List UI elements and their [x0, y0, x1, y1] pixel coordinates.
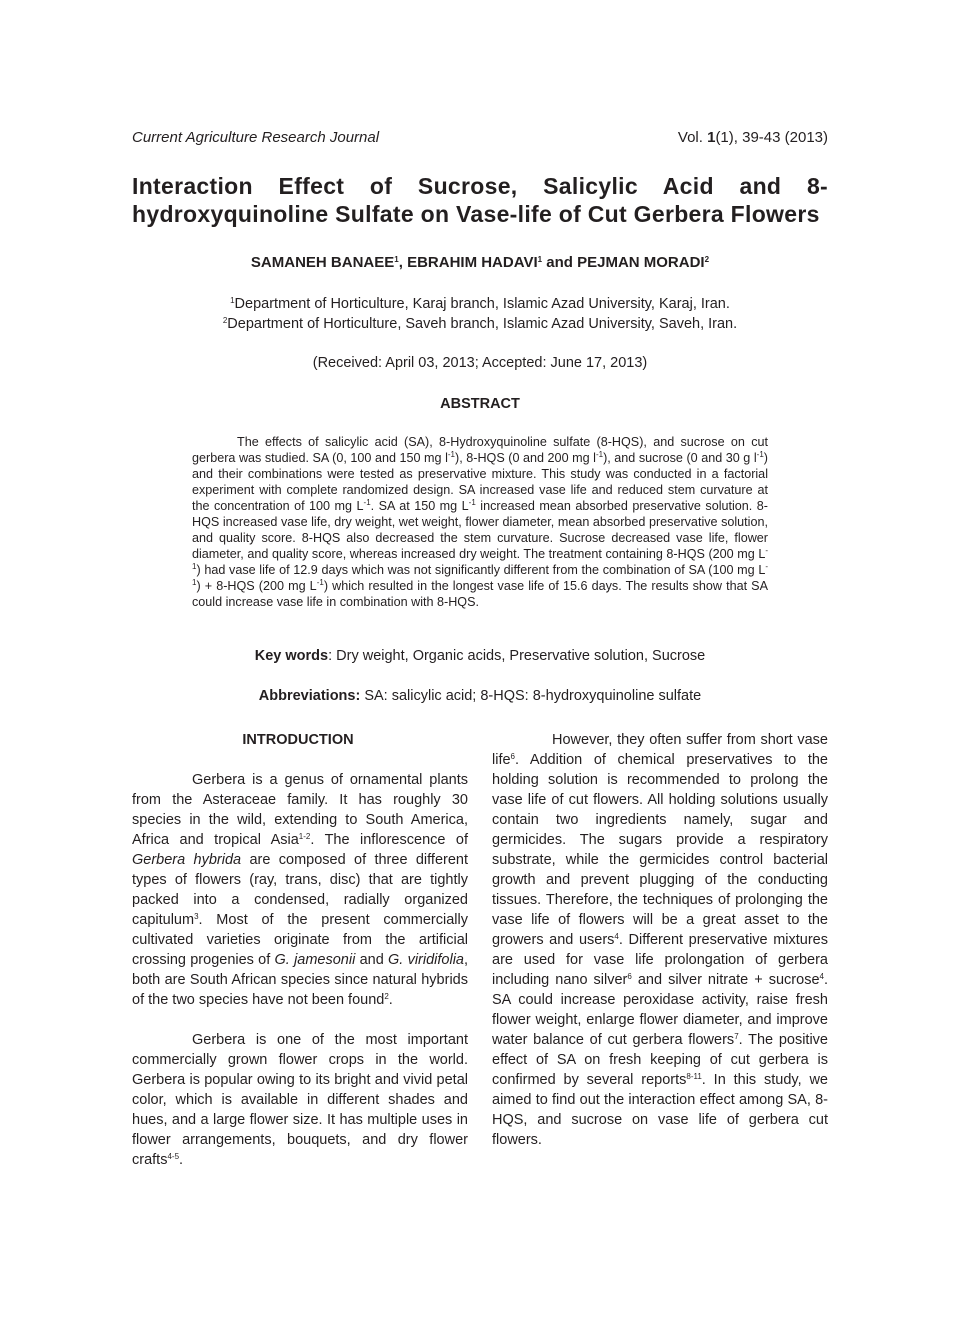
volume-number: 1	[707, 129, 716, 146]
affiliation-text: Department of Horticulture, Saveh branch, Islamic Azad University, Saveh, Iran.	[227, 316, 738, 332]
received-dates: (Received: April 03, 2013; Accepted: June 17, 2013)	[312, 355, 648, 371]
introduction-heading: INTRODUCTION	[242, 732, 354, 748]
volume-suffix: (1), 39-43 (2013)	[715, 129, 828, 146]
journal-name: Current Agriculture Research Journal	[132, 129, 380, 146]
author-list	[0, 254, 960, 271]
intro-paragraph-3: However, they often suffer from short vase life$^6$. Addition of chemical preservatives to the holding solution is recommended to prolong the vase life of cut flowers. All holding solutions usually contain two ingredients namely, sugar and germicides. The sugars provide a respiratory substrate, while the germicides control bacterial growth and prevent plugging of the conducting tissues. Therefore, the techniques of prolonging the vase life of flowers will be a great asset to the growers and users$^4$. Different preservative mixtures are used for vase life prolongation of gerbera including nano silver$^6$ and silver nitrate + sucrose$^4$. SA could increase peroxidase activity, raise fresh flower weight, enlarge flower diameter, and improve water balance of cut gerbera flowers$^7$. The positive effect of SA on fresh keeping of cut gerbera is confirmed by several reports$^{8-11}$. In this study, we aimed to find out the interaction effect among SA, 8-HQS, and sucrose on vase life of gerbera cut flowers.	[492, 732, 828, 1148]
affiliation-text: Department of Horticulture, Karaj branch, Islamic Azad University, Karaj, Iran.	[234, 296, 730, 312]
author-affiliation-mark: 1	[394, 255, 399, 264]
author-name: EBRAHIM HADAVI	[407, 254, 538, 271]
left-column	[132, 730, 468, 1190]
keywords-label: Key words	[254, 648, 329, 664]
author-affiliation-mark: 2	[704, 255, 710, 264]
abstract-heading: ABSTRACT	[440, 396, 520, 412]
article-title: Interaction Effect of Sucrose, Salicylic Acid and 8-hydroxyquinoline Sulfate on Vase-life of Cut Gerbera Flowers	[132, 173, 828, 227]
affiliation-2	[0, 316, 960, 332]
intro-paragraph-2: Gerbera is one of the most important commercially grown flower crops in the world. Gerbera is popular owing to its bright and vivid petal color, which is available in different shades and hues, and a large flower size. It has multiple uses in flower arrangements, bouquets, and dry flower crafts$^{4-5}$.	[132, 1032, 468, 1168]
affiliation-mark: 2	[222, 316, 228, 325]
author-affiliation-mark: 1	[537, 255, 543, 264]
intro-paragraph-1: Gerbera is a genus of ornamental plants from the Asteraceae family. It has roughly 30 species in the wild, extending to South America, Africa and tropical Asia$^{1-2}$. The inflorescence of Gerbera hybrida are composed of three different types of flowers (ray, trans, disc) that are tightly packed into a condensed, radially organized capitulum$^3$. Most of the present commercially cultivated varieties originate from the artificial crossing progenies of G. jamesonii and G. viridifolia, both are South African species since natural hybrids of the two species have not been found$^2$.	[132, 772, 469, 1008]
volume-prefix: Vol.	[677, 129, 708, 146]
affiliation-1	[0, 296, 960, 312]
keywords	[0, 648, 960, 664]
author-separator: ,	[398, 254, 408, 271]
right-column	[492, 730, 828, 1170]
abbreviations-label: Abbreviations:	[258, 688, 361, 704]
abbreviations-text: SA: salicylic acid; 8-HQS: 8-hydroxyquinoline sulfate	[360, 688, 702, 704]
author-name: SAMANEH BANAEE	[250, 254, 395, 271]
volume-info	[678, 129, 828, 146]
affiliation-mark: 1	[230, 296, 235, 305]
author-separator: and	[542, 254, 578, 271]
keywords-text: : Dry weight, Organic acids, Preservative solution, Sucrose	[328, 648, 706, 664]
author-name: PEJMAN MORADI	[577, 254, 705, 271]
abstract-text: The effects of salicylic acid (SA), 8-Hydroxyquinoline sulfate (8-HQS), and sucrose on cut gerbera was studied. SA (0, 100 and 150 mg $l^{-1}$), 8-HQS (0 and 200 mg $l^{-1}$), and sucrose (0 and 30 g $l^{-1}$) and their combinations were tested as preservative mixture. This study was conducted in a factorial experiment with complete randomized design. SA increased vase life and reduced stem curvature at the concentration of 100 mg $L^{-1}$. SA at 150 mg $L^{-1}$ increased mean absorbed preservative solution. 8-HQS increased vase life, dry weight, wet weight, flower diameter, mean absorbed preservative solution, and quality score. 8-HQS also decreased the stem curvature. Sucrose decreased vase life, flower diameter, and quality score, whereas increased dry weight. The treatment containing 8-HQS (200 mg $L^{-1}$) had vase life of 12.9 days which was not significantly different from the combination of SA (100 mg $L^{-1}) + 8-HQS$ (200 mg $L^{-1}$) which resulted in the longest vase life of 15.6 days. The results show that SA could increase vase life in combination with 8-HQS.	[192, 435, 768, 609]
abbreviations	[0, 688, 960, 704]
